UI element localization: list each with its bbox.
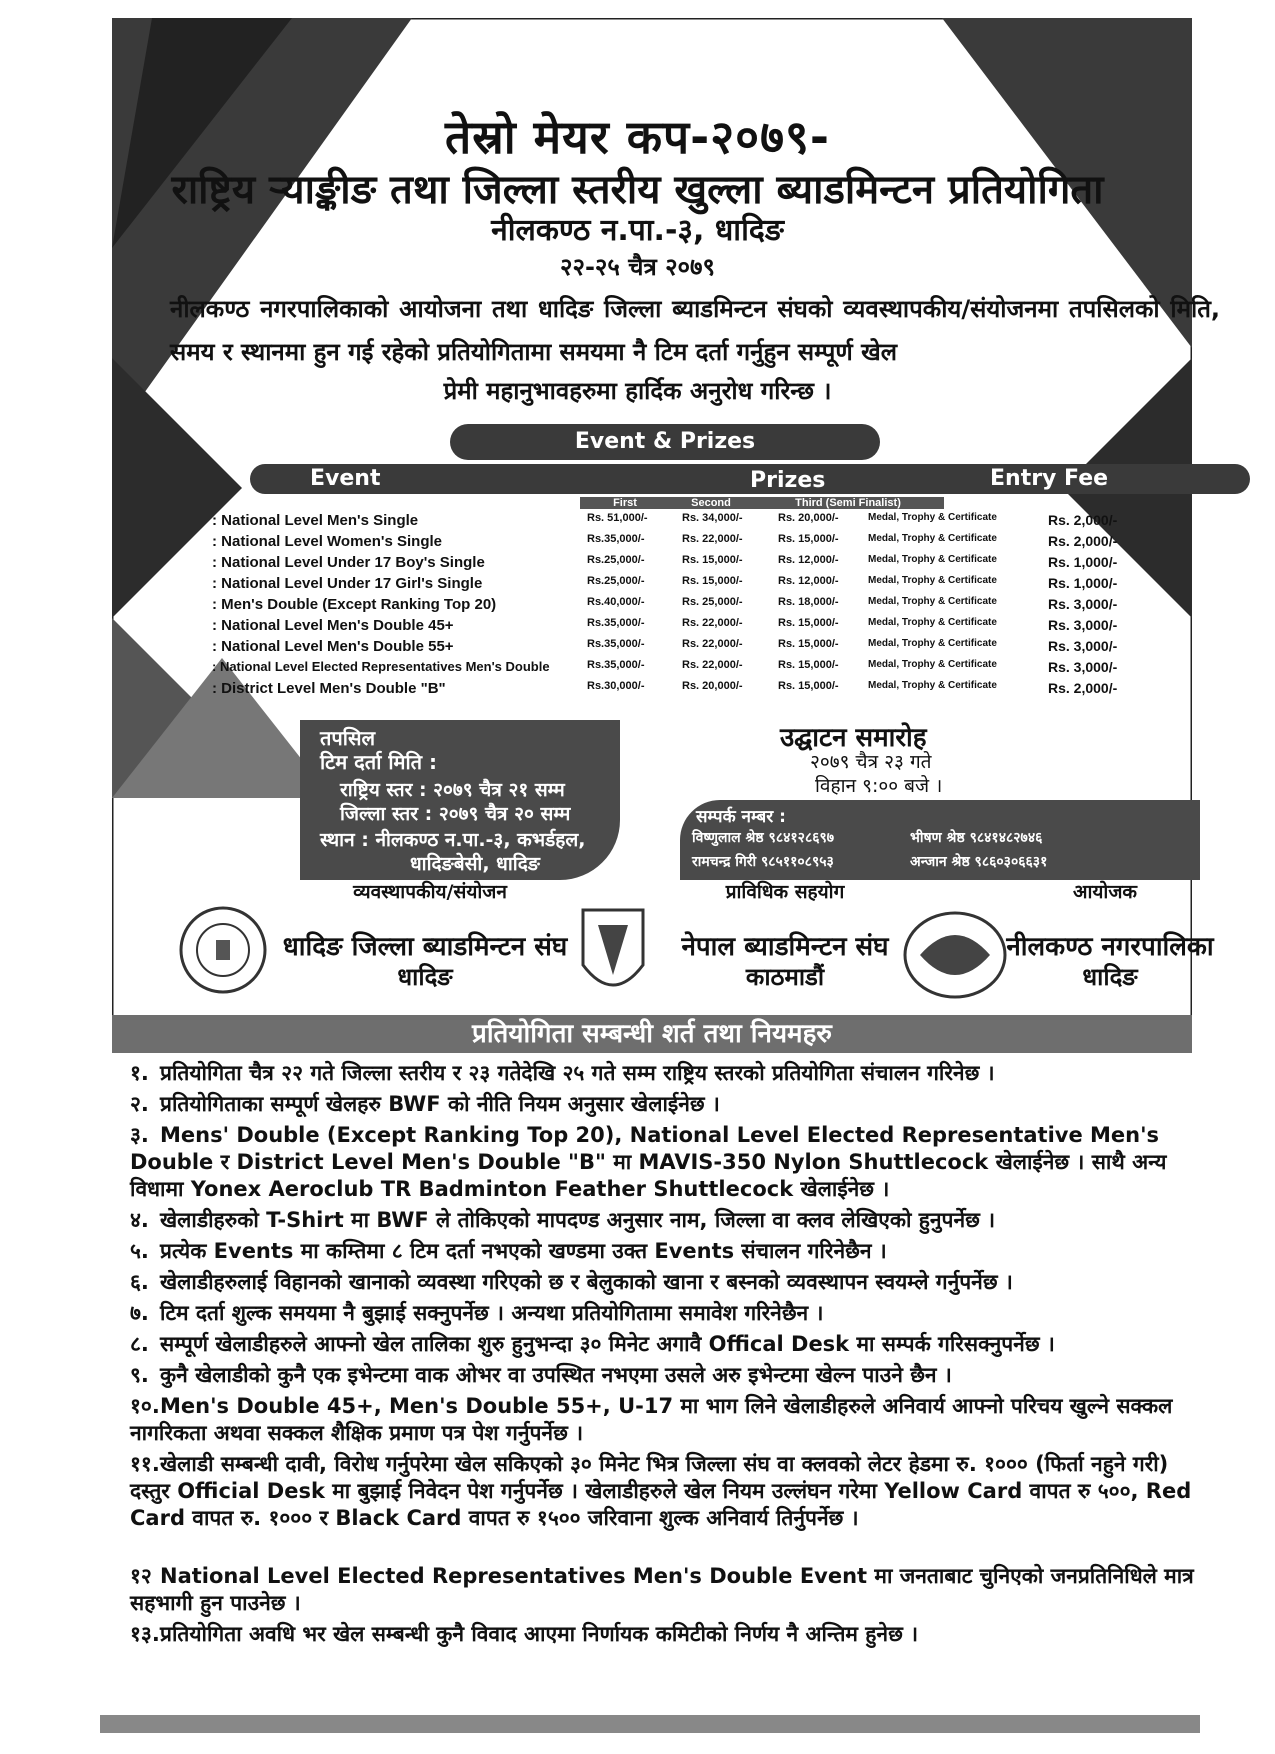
main-title: तेस्रो मेयर कप-२०७९- <box>444 110 831 164</box>
prize-second: Rs. 22,000/- <box>682 617 743 629</box>
rule-item <box>130 1393 1200 1447</box>
org3-role: आयोजक <box>1072 881 1138 903</box>
prize-first: Rs.35,000/- <box>587 617 645 629</box>
contact-2: भीषण श्रेष्ठ ९८४१४८२७४६ <box>910 830 1043 846</box>
prize-third: Rs. 15,000/- <box>778 638 839 650</box>
sub-first: First <box>580 497 670 509</box>
national-deadline: राष्ट्रिय स्तर : २०७९ चैत्र २१ सम्म <box>340 779 565 801</box>
prize-first: Rs.25,000/- <box>587 575 645 587</box>
entry-fee: Rs. 2,000/- <box>1048 533 1118 549</box>
intro-text: नीलकण्ठ नगरपालिकाको आयोजना तथा धादिङ जिल्ला ब्याडमिन्टन संघको व्यवस्थापकीय/संयोजनमा तपसिलको मिति, समय र स्थानमा हुन गई रहेको प्रतियोगितामा समयमा नै टिम दर्ता गर्नुहुन सम्पूर्ण खेल <box>170 295 1220 366</box>
prize-second: Rs. 22,000/- <box>682 533 743 545</box>
rule-item <box>130 1362 1200 1389</box>
contact-4: अन्जान श्रेष्ठ ९८६०३०६६३१ <box>910 854 1048 870</box>
event-name: : National Level Men's Double 45+ <box>212 617 454 634</box>
rule-number: ७. <box>130 1301 149 1325</box>
org1-place: धादिङ <box>397 963 453 991</box>
rule-item <box>130 1621 1200 1648</box>
org3-name: नीलकण्ठ नगरपालिका <box>1006 932 1214 962</box>
rule-text: खेलाडीहरुको T-Shirt मा BWF ले तोकिएको मापदण्ड अनुसार नाम, जिल्ला वा क्लव लेखिएको हुनुपर्नेछ । <box>160 1208 996 1232</box>
prize-second: Rs. 22,000/- <box>682 638 743 650</box>
district-association-logo-icon <box>178 905 268 995</box>
event-name: : National Level Men's Double 55+ <box>212 638 454 655</box>
rule-number: १. <box>130 1061 149 1085</box>
rule-text: प्रतियोगिता अवधि भर खेल सम्बन्धी कुनै विवाद आएमा निर्णायक कमिटीको निर्णय नै अन्तिम हुनेछ । <box>160 1622 919 1646</box>
rule-number: ११. <box>130 1452 160 1476</box>
rule-text: Mens' Double (Except Ranking Top 20), National Level Elected Representative Men's Double र District Level Men's Double "B" मा MAVIS-350 Nylon Shuttlecock खेलाईनेछ । साथै अन्य विधामा Yonex Aeroclub TR Badminton Feather Shuttlecock खेलाईनेछ । <box>130 1123 1167 1201</box>
prize-second: Rs. 15,000/- <box>682 575 743 587</box>
prize-first: Rs.35,000/- <box>587 638 645 650</box>
prize-extra: Medal, Trophy & Certificate <box>868 659 997 670</box>
opening-title: उद्घाटन समारोह <box>780 723 927 753</box>
rule-text: सम्पूर्ण खेलाडीहरुले आफ्नो खेल तालिका शुरु हुनुभन्दा ३० मिनेट अगावै Offical Desk मा सम्पर्क गरिसक्नुपर्नेछ । <box>160 1332 1055 1356</box>
rule-number: १०. <box>130 1394 160 1418</box>
prize-second: Rs. 20,000/- <box>682 680 743 692</box>
schedule-label: तपसिल <box>320 726 376 750</box>
event-name: : National Level Under 17 Girl's Single <box>212 575 483 592</box>
place-line-2: धादिङबेसी, धादिङ <box>410 853 540 875</box>
rule-number: २. <box>130 1092 149 1116</box>
prize-extra: Medal, Trophy & Certificate <box>868 512 997 523</box>
rule-item <box>130 1238 1200 1265</box>
registration-label: टिम दर्ता मिति : <box>320 750 438 774</box>
prize-third: Rs. 15,000/- <box>778 659 839 671</box>
prize-second: Rs. 15,000/- <box>682 554 743 566</box>
rule-text: खेलाडीहरुलाई विहानको खानाको व्यवस्था गरिएको छ र बेलुकाको खाना र बस्नको व्यवस्थापन स्वयम्ले गर्नुपर्नेछ । <box>160 1270 1013 1294</box>
prize-third: Rs. 15,000/- <box>778 617 839 629</box>
col-prizes-label: Prizes <box>750 468 826 493</box>
event-name: : Men's Double (Except Ranking Top 20) <box>212 596 497 613</box>
org2-name: नेपाल ब्याडमिन्टन संघ <box>681 932 889 962</box>
entry-fee: Rs. 2,000/- <box>1048 680 1118 696</box>
bottom-bar <box>100 1715 1200 1733</box>
rule-number: ४. <box>130 1208 149 1232</box>
rule-item <box>130 1122 1200 1203</box>
rule-text: टिम दर्ता शुल्क समयमा नै बुझाई सक्नुपर्नेछ । अन्यथा प्रतियोगितामा समावेश गरिनेछैन । <box>160 1301 824 1325</box>
event-name: : District Level Men's Double "B" <box>212 680 446 697</box>
rule-text: खेलाडी सम्बन्धी दावी, विरोध गर्नुपरेमा खेल सकिएको ३० मिनेट भित्र जिल्ला संघ वा क्लवको लेटर हेडमा रु. १००० (फिर्ता नहुने गरी) दस्तुर Official Desk मा बुझाई निवेदन पेश गर्नुपर्नेछ । खेलाडीहरुले खेल नियम उल्लंघन गरेमा Yellow Card वापत रु ५००, Red Card वापत रु. १००० र Black Card वापत रु १५०० जरिवाना शुल्क अनिवार्य तिर्नुपर्नेछ । <box>130 1452 1192 1530</box>
prize-first: Rs. 51,000/- <box>587 512 648 524</box>
entry-fee: Rs. 3,000/- <box>1048 596 1118 612</box>
rule-text: प्रतियोगिता चैत्र २२ गते जिल्ला स्तरीय र २३ गतेदेखि २५ गते सम्म राष्ट्रिय स्तरको प्रतियोगिता संचालन गरिनेछ । <box>160 1061 995 1085</box>
prize-third: Rs. 20,000/- <box>778 512 839 524</box>
prize-extra: Medal, Trophy & Certificate <box>868 680 997 691</box>
rule-item <box>130 1091 1200 1118</box>
contact-box <box>680 800 1200 880</box>
rule-number: १२ <box>130 1564 152 1588</box>
place-line: स्थान : नीलकण्ठ न.पा.-३, कभर्डहल, <box>320 829 586 851</box>
event-name: : National Level Under 17 Boy's Single <box>212 554 485 571</box>
prize-extra: Medal, Trophy & Certificate <box>868 617 997 628</box>
prize-second: Rs. 25,000/- <box>682 596 743 608</box>
prize-first: Rs.35,000/- <box>587 533 645 545</box>
rule-item <box>130 1451 1200 1532</box>
org3-place: धादिङ <box>1082 963 1138 991</box>
sub-third: Third (Semi Finalist) <box>752 497 944 509</box>
prize-extra: Medal, Trophy & Certificate <box>868 638 997 649</box>
prize-first: Rs.35,000/- <box>587 659 645 671</box>
contact-label: सम्पर्क नम्बर : <box>696 807 786 827</box>
prize-second: Rs. 34,000/- <box>682 512 743 524</box>
entry-fee: Rs. 2,000/- <box>1048 512 1118 528</box>
entry-fee: Rs. 3,000/- <box>1048 617 1118 633</box>
event-name: : National Level Elected Representatives Men's Double <box>212 659 550 674</box>
rules-heading: प्रतियोगिता सम्बन्धी शर्त तथा नियमहरु <box>112 1015 1192 1053</box>
intro-text-end: प्रेमी महानुभावहरुमा हार्दिक अनुरोध गरिन्छ । <box>443 377 832 405</box>
rule-item <box>130 1563 1200 1617</box>
prize-third: Rs. 12,000/- <box>778 575 839 587</box>
rule-number: ६. <box>130 1270 149 1294</box>
rule-item <box>130 1060 1200 1087</box>
prize-extra: Medal, Trophy & Certificate <box>868 575 997 586</box>
opening-date: २०७९ चैत्र २३ गते <box>810 751 932 773</box>
entry-fee: Rs. 1,000/- <box>1048 575 1118 591</box>
district-deadline: जिल्ला स्तर : २०७९ चैत्र २० सम्म <box>340 803 571 825</box>
prize-extra: Medal, Trophy & Certificate <box>868 596 997 607</box>
entry-fee: Rs. 3,000/- <box>1048 659 1118 675</box>
table-header-bar <box>250 464 1250 494</box>
venue-title: नीलकण्ठ न.पा.-३, धादिङ <box>491 213 784 248</box>
prize-extra: Medal, Trophy & Certificate <box>868 533 997 544</box>
rule-text: प्रतियोगिताका सम्पूर्ण खेलहरु BWF को नीति नियम अनुसार खेलाईनेछ । <box>160 1092 720 1116</box>
event-subtitle: राष्ट्रिय र्‍याङ्कीङ तथा जिल्ला स्तरीय खुल्ला ब्याडमिन्टन प्रतियोगिता <box>171 167 1104 213</box>
contact-3: रामचन्द्र गिरी ९८५११०८९५३ <box>692 854 834 870</box>
org1-name: धादिङ जिल्ला ब्याडमिन्टन संघ <box>282 932 568 962</box>
rule-item <box>130 1331 1200 1358</box>
rule-text: National Level Elected Representatives Men's Double Event मा जनताबाट चुनिएको जनप्रतिनिधिले मात्र सहभागी हुन पाउनेछ । <box>130 1564 1194 1615</box>
rule-item <box>130 1300 1200 1327</box>
rule-number: १३. <box>130 1622 160 1646</box>
rule-number: ५. <box>130 1239 149 1263</box>
prize-extra: Medal, Trophy & Certificate <box>868 554 997 565</box>
prize-third: Rs. 15,000/- <box>778 533 839 545</box>
nepal-badminton-logo-icon <box>578 905 648 1005</box>
col-event-label: Event <box>310 466 381 491</box>
event-prizes-heading: Event & Prizes <box>450 424 880 460</box>
sub-second: Second <box>665 497 757 509</box>
prize-first: Rs.40,000/- <box>587 596 645 608</box>
prize-third: Rs. 15,000/- <box>778 680 839 692</box>
event-name: : National Level Women's Single <box>212 533 443 550</box>
rule-number: ८. <box>130 1332 149 1356</box>
opening-time: विहान ९:०० बजे । <box>815 775 943 797</box>
prize-second: Rs. 22,000/- <box>682 659 743 671</box>
rule-text: Men's Double 45+, Men's Double 55+, U-17 मा भाग लिने खेलाडीहरुले अनिवार्य आफ्नो परिचय खुल्ने सक्कल नागरिकता अथवा सक्कल शैक्षिक प्रमाण पत्र पेश गर्नुपर्नेछ । <box>130 1394 1173 1445</box>
rule-number: ९. <box>130 1363 149 1387</box>
org1-role: व्यवस्थापकीय/संयोजन <box>353 881 507 903</box>
contact-1: विष्णुलाल श्रेष्ठ ९८४१२८६९७ <box>692 830 835 846</box>
entry-fee: Rs. 3,000/- <box>1048 638 1118 654</box>
entry-fee: Rs. 1,000/- <box>1048 554 1118 570</box>
org2-place: काठमाडौं <box>745 963 825 991</box>
prize-third: Rs. 12,000/- <box>778 554 839 566</box>
event-name: : National Level Men's Single <box>212 512 419 529</box>
prize-first: Rs.25,000/- <box>587 554 645 566</box>
rule-number: ३. <box>130 1123 149 1147</box>
prize-third: Rs. 18,000/- <box>778 596 839 608</box>
municipality-logo-icon <box>900 905 1010 1005</box>
rule-text: प्रत्येक Events मा कम्तिमा ८ टिम दर्ता नभएको खण्डमा उक्त Events संचालन गरिनेछैन । <box>160 1239 887 1263</box>
prize-first: Rs.30,000/- <box>587 680 645 692</box>
rule-item <box>130 1207 1200 1234</box>
rule-item <box>130 1269 1200 1296</box>
schedule-box <box>300 720 620 880</box>
event-dates: २२-२५ चैत्र २०७९ <box>560 253 715 281</box>
rule-text: कुनै खेलाडीको कुनै एक इभेन्टमा वाक ओभर वा उपस्थित नभएमा उसले अरु इभेन्टमा खेल्न पाउने छैन । <box>160 1363 952 1387</box>
col-fee-label: Entry Fee <box>990 466 1109 491</box>
org2-role: प्राविधिक सहयोग <box>725 881 845 903</box>
